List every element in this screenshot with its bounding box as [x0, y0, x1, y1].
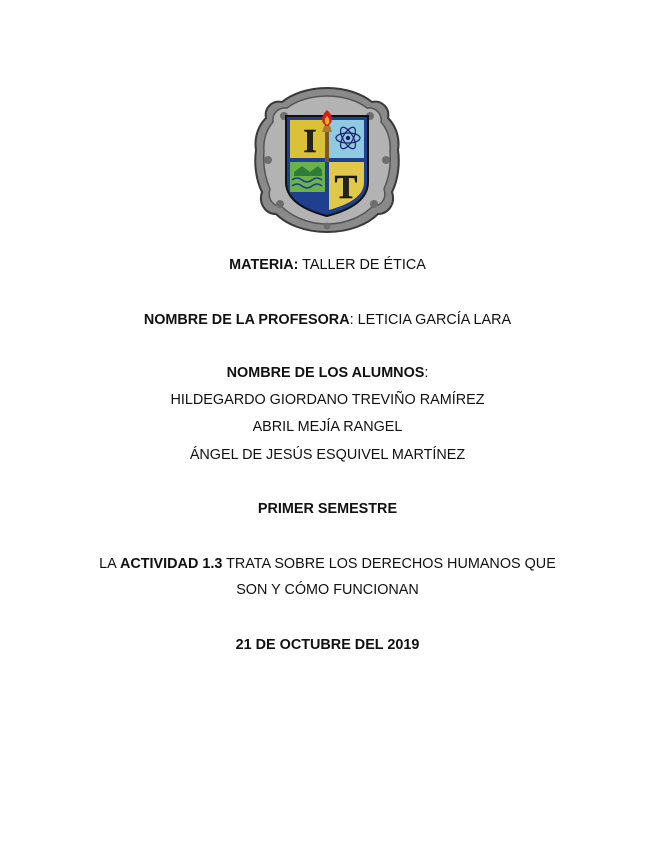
teacher-line — [0, 311, 655, 329]
semester-value: PRIMER SEMESTRE — [257, 501, 398, 517]
activity-line-2: SON Y CÓMO FUNCIONAN — [236, 582, 419, 598]
subject-value: TALLER DE ÉTICA — [302, 257, 426, 273]
svg-text:T: T — [334, 169, 358, 206]
student-name: ÁNGEL DE JESÚS ESQUIVEL MARTÍNEZ — [189, 447, 466, 463]
date-line — [0, 636, 655, 654]
institute-logo — [254, 86, 400, 234]
activity-prefix: LA — [99, 556, 116, 572]
students-heading — [0, 364, 655, 382]
student-name: HILDEGARDO GIORDANO TREVIÑO RAMÍREZ — [170, 392, 485, 408]
svg-text:I: I — [303, 123, 317, 160]
subject-label: MATERIA: — [229, 257, 299, 273]
activity-name: ACTIVIDAD 1.3 — [119, 556, 223, 572]
subject-line — [0, 256, 655, 274]
teacher-separator: : — [349, 312, 354, 328]
activity-line-1 — [0, 555, 655, 573]
semester-line — [0, 500, 655, 518]
students-separator: : — [424, 365, 429, 381]
date-value: 21 DE OCTUBRE DEL 2019 — [235, 637, 420, 653]
students-label: NOMBRE DE LOS ALUMNOS — [226, 365, 425, 381]
activity-text-1: TRATA SOBRE LOS DERECHOS HUMANOS QUE — [226, 556, 556, 572]
teacher-label: NOMBRE DE LA PROFESORA — [143, 312, 350, 328]
teacher-value: LETICIA GARCÍA LARA — [357, 312, 512, 328]
student-name: ABRIL MEJÍA RANGEL — [252, 419, 403, 435]
